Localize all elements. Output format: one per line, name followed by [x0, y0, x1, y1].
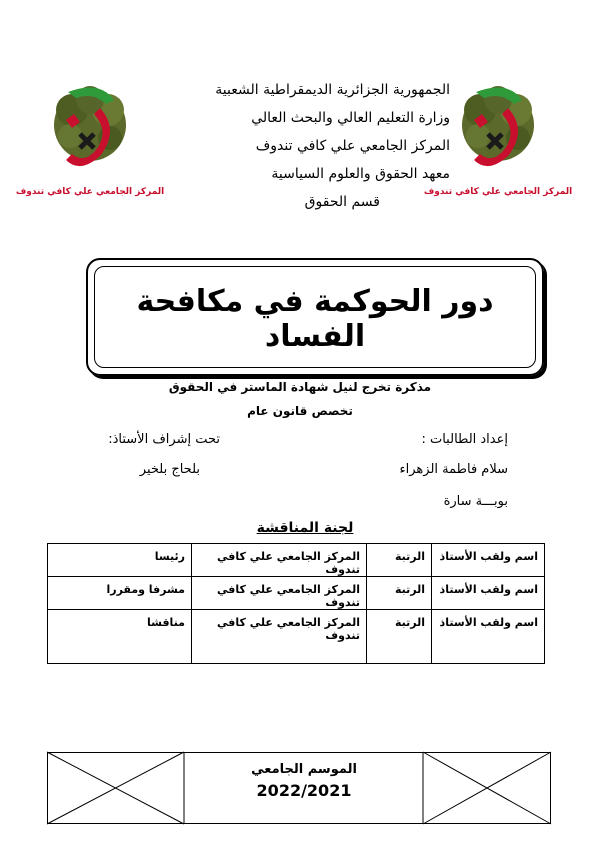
- member-rank: الرتبة: [367, 544, 432, 577]
- header-line-ministry: وزارة التعليم العالي والبحث العالي: [251, 110, 450, 126]
- logo-caption: المركز الجامعي علي كافي تندوف: [15, 187, 165, 197]
- committee-title: لجنة المناقشة: [256, 520, 354, 536]
- supervisor-label: تحت إشراف الأستاذ:: [108, 432, 220, 447]
- member-rank: الرتبة: [367, 577, 432, 610]
- header-line-department: قسم الحقوق: [304, 194, 380, 210]
- thesis-purpose: مذكرة تخرج لنيل شهادة الماستر في الحقوق: [168, 380, 432, 394]
- member-role: رئيسا: [48, 544, 192, 577]
- member-name: اسم ولقب الأستاذ: [432, 544, 545, 577]
- student-name-1: سلام فاطمة الزهراء: [399, 462, 508, 477]
- member-role: مشرفا ومقررا: [48, 577, 192, 610]
- member-institution: المركز الجامعي علي كافي تندوف: [192, 577, 367, 610]
- institution-header: [150, 76, 450, 216]
- thesis-title: دور الحوكمة في مكافحة الفساد: [136, 284, 494, 354]
- season-value: 2022/2021: [256, 781, 352, 800]
- student-name-2: بوبـــة سارة: [443, 494, 508, 509]
- title-frame: [86, 258, 544, 376]
- university-logo-left: [15, 70, 165, 210]
- table-row: [48, 544, 545, 577]
- member-name: اسم ولقب الأستاذ: [432, 610, 545, 664]
- table-row: [48, 577, 545, 610]
- prepared-by-label: إعداد الطالبات :: [421, 432, 508, 447]
- member-name: اسم ولقب الأستاذ: [432, 577, 545, 610]
- committee-table: [47, 543, 545, 664]
- tree-icon: [54, 86, 126, 161]
- supervisor-name: بلحاج بلخير: [139, 462, 200, 477]
- logo-caption: المركز الجامعي علي كافي تندوف: [423, 187, 573, 197]
- header-line-center: المركز الجامعي علي كافي تندوف: [255, 138, 450, 154]
- tree-icon: [462, 86, 534, 161]
- member-role: مناقشا: [48, 610, 192, 664]
- header-line-republic: الجمهورية الجزائرية الديمقراطية الشعبية: [215, 82, 450, 98]
- member-rank: الرتبة: [367, 610, 432, 664]
- member-institution: المركز الجامعي علي كافي تندوف: [192, 544, 367, 577]
- table-row: [48, 610, 545, 664]
- member-institution: المركز الجامعي علي كافي تندوف: [192, 610, 367, 664]
- season-label: الموسم الجامعي: [251, 762, 357, 777]
- thesis-specialization: تخصص قانون عام: [247, 404, 353, 418]
- university-logo-right: [423, 70, 573, 210]
- header-line-institute: معهد الحقوق والعلوم السياسية: [271, 166, 450, 182]
- academic-season: [185, 762, 423, 800]
